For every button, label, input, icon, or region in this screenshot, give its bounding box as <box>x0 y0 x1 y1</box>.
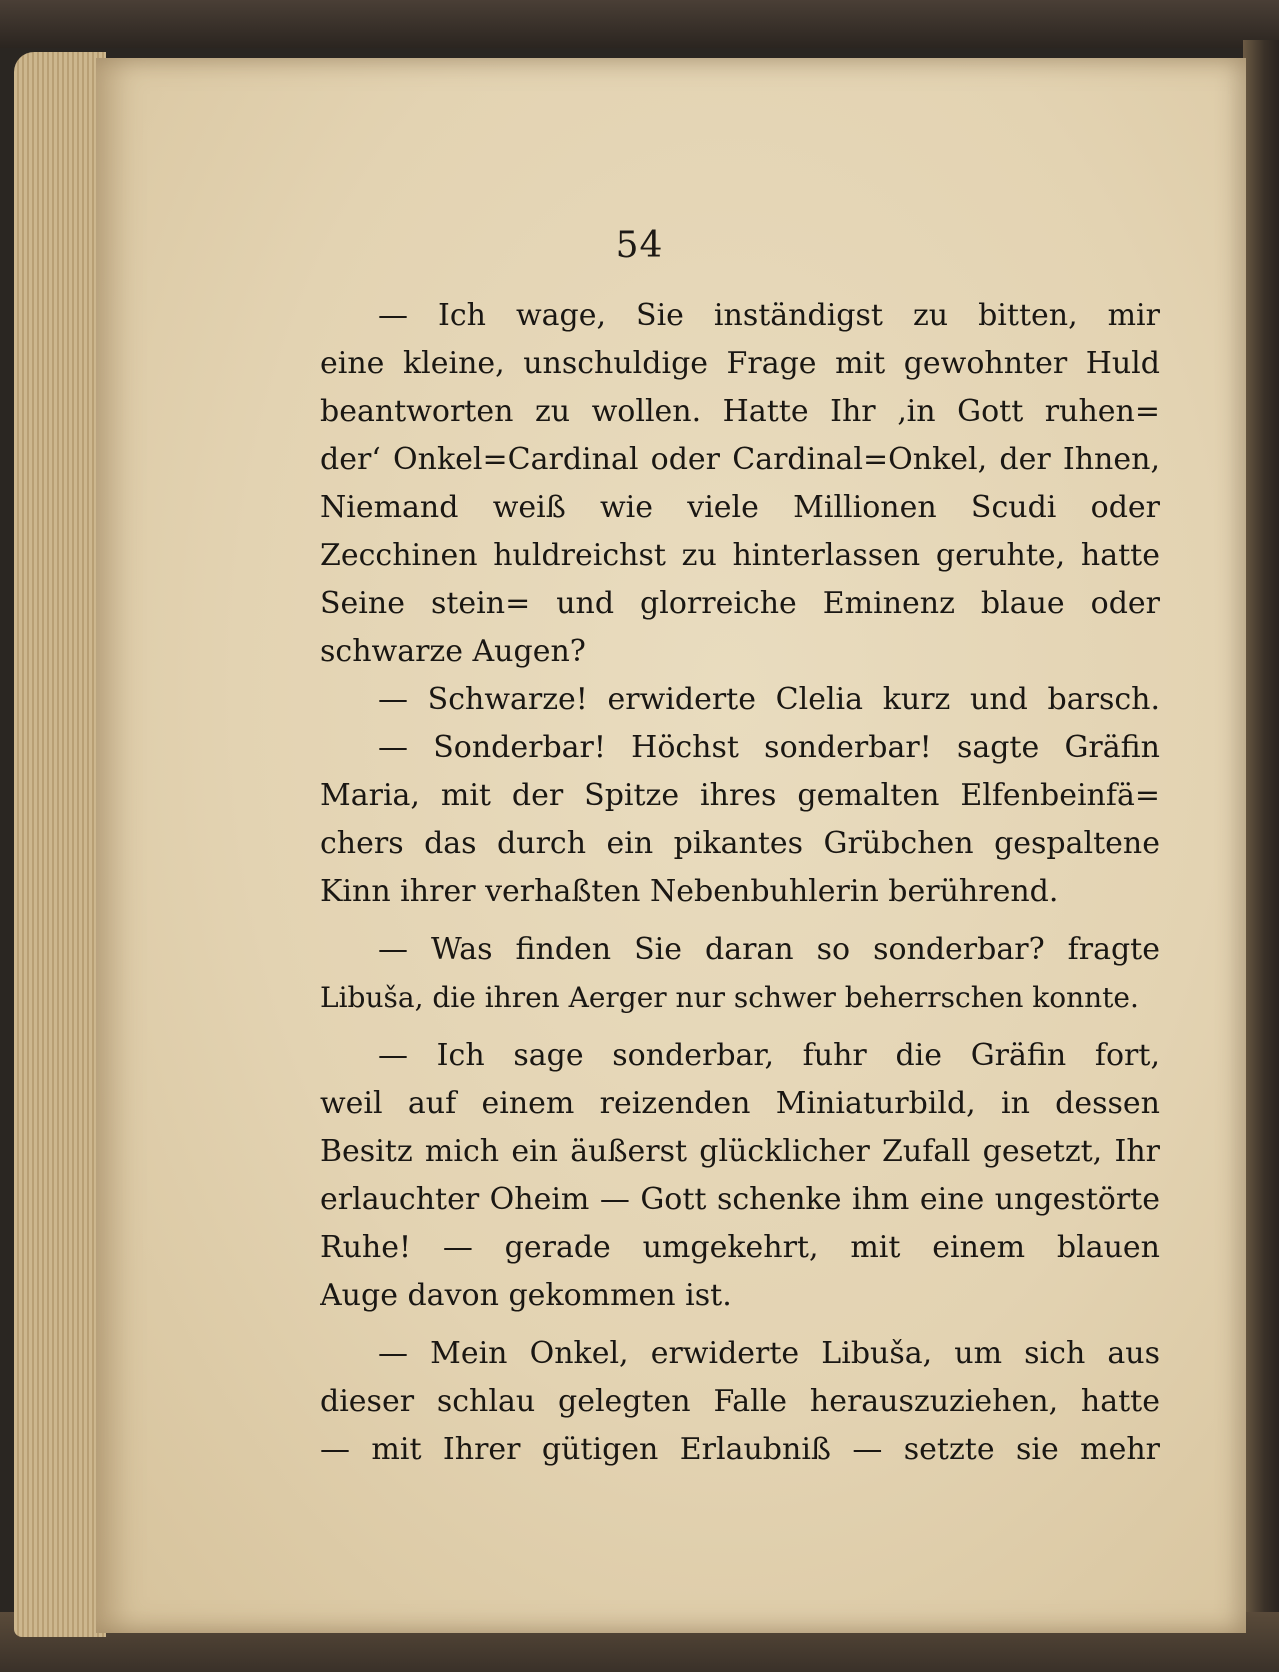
text-line: eine kleine, unschuldige Frage mit gewohnter Huld <box>320 346 1160 381</box>
text-line: Niemand weiß wie viele Millionen Scudi oder <box>320 490 1160 525</box>
text-line: — Mein Onkel, erwiderte Libuša, um sich aus <box>378 1336 1160 1371</box>
text-line: weil auf einem reizenden Miniaturbild, in dessen <box>320 1086 1160 1121</box>
text-line: chers das durch ein pikantes Grübchen gespaltene <box>320 826 1160 861</box>
text-line: Kinn ihrer verhaßten Nebenbuhlerin berührend. <box>320 874 1059 909</box>
text-line: beantworten zu wollen. Hatte Ihr ‚in Gott ruhen= <box>320 394 1160 429</box>
text-line: der‘ Onkel=Cardinal oder Cardinal=Onkel, der Ihnen, <box>320 442 1160 477</box>
text-line: Zecchinen huldreichst zu hinterlassen geruhte, hatte <box>320 538 1160 573</box>
text-line: — Ich wage, Sie inständigst zu bitten, mir <box>378 298 1160 333</box>
text-line: — mit Ihrer gütigen Erlaubniß — setzte sie mehr <box>320 1432 1160 1467</box>
page-edges <box>14 52 106 1637</box>
body-text <box>320 292 1160 1474</box>
text-line: — Was finden Sie daran so sonderbar? fragte <box>378 932 1160 967</box>
text-line: Seine stein= und glorreiche Eminenz blaue oder <box>320 586 1160 621</box>
text-line: Besitz mich ein äußerst glücklicher Zufall gesetzt, Ihr <box>320 1134 1160 1169</box>
text-line: — Schwarze! erwiderte Clelia kurz und barsch. <box>378 682 1160 717</box>
text-line: Maria, mit der Spitze ihres gemalten Elfenbeinfä= <box>320 778 1160 813</box>
text-line: Auge davon gekommen ist. <box>320 1278 732 1313</box>
text-line: Libuša, die ihren Aerger nur schwer beherrschen konnte. <box>320 981 1139 1014</box>
text-line: — Sonderbar! Höchst sonderbar! sagte Gräfin <box>378 730 1160 765</box>
text-line: Ruhe! — gerade umgekehrt, mit einem blauen <box>320 1230 1160 1265</box>
book-cover-top <box>0 0 1279 48</box>
text-line: erlauchter Oheim — Gott schenke ihm eine ungestörte <box>320 1182 1160 1217</box>
page-number: 54 <box>615 225 664 266</box>
book-cover-right <box>1243 40 1279 1672</box>
text-line: dieser schlau gelegten Falle herauszuziehen, hatte <box>320 1384 1160 1419</box>
text-line: schwarze Augen? <box>320 634 586 669</box>
text-line: — Ich sage sonderbar, fuhr die Gräfin fort, <box>378 1038 1160 1073</box>
